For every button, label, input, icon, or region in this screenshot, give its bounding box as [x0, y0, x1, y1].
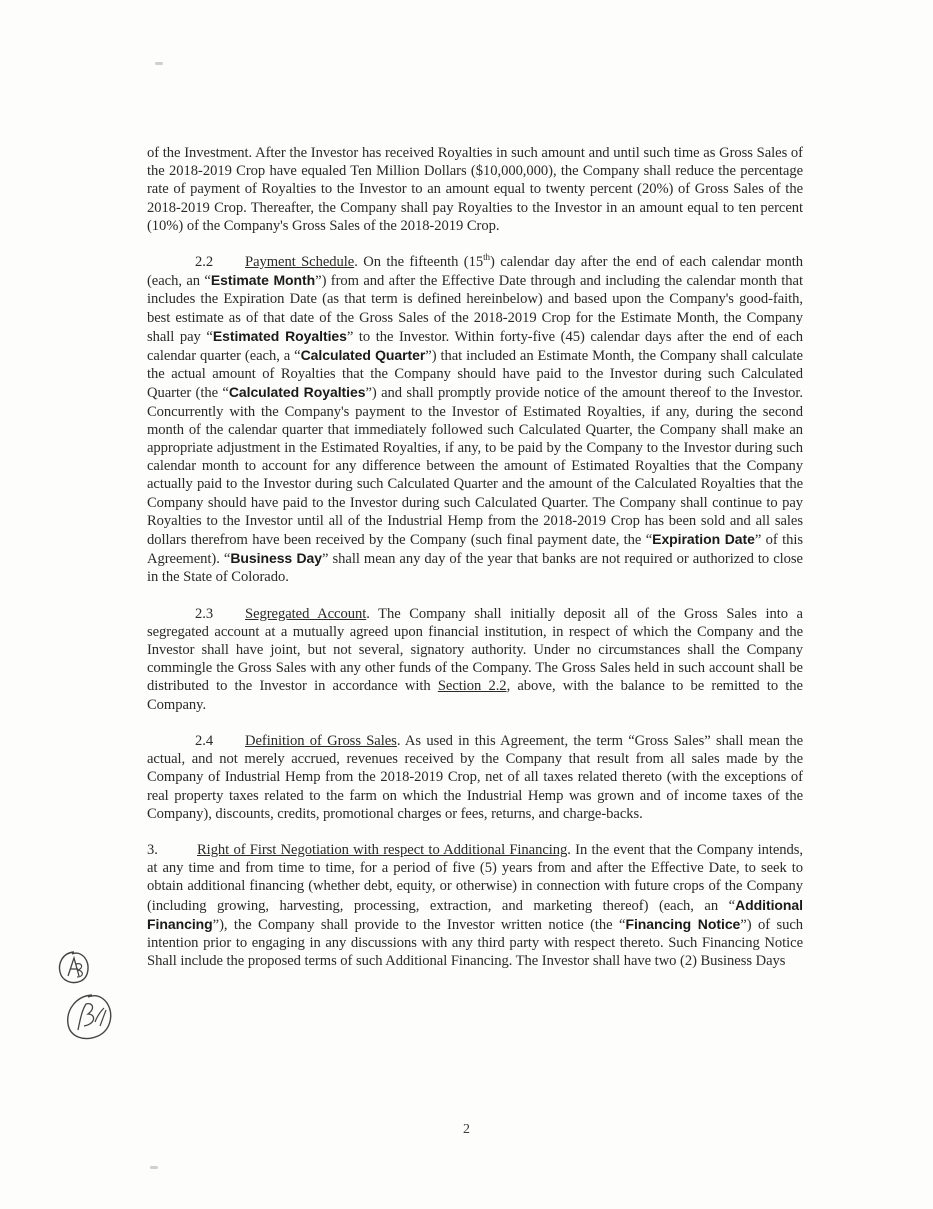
section-2-2-paragraph: 2.2 Payment Schedule. On the fifteenth (15th) calendar day after the end of each calendar month (each, an “Estimate Month”) from and after the Effective Date through and including the calendar month that includes the Expiration Date (as that term is defined hereinbelow) and based upon the Company's good-faith, best estimate as of that date of the Gross Sales of the 2018-2019 Crop for the Estimate Month, the Company shall pay “Estimated Royalties” to the Investor. Within forty-five (45) calendar days after the end of each calendar quarter (each, a “Calculated Quarter”) that included an Estimate Month, the Company shall calculate the actual amount of Royalties that the Company should have paid to the Investor during such Calculated Quarter (the “Calculated Royalties”) and shall promptly provide notice of the amount thereof to the Investor. Concurrently with the Company's payment to the Investor of Estimated Royalties, if any, during the second month of the calendar quarter that immediately followed such Calculated Quarter, the Company shall make an appropriate adjustment in the Estimated Royalties, if any, to be paid by the Company to the Investor during such calendar month to account for any difference between the amount of Estimated Royalties that the Company actually paid to the Investor during such Calculated Quarter and the amount of the Calculated Royalties that the Company should have paid to the Investor during such Calculated Quarter. The Company shall continue to pay Royalties to the Investor until all of the Industrial Hemp from the 2018-2019 Crop has been sold and all sales dollars therefrom have been received by the Company (such final payment date, the “Expiration Date” of this Agreement). “Business Day” shall mean any day of the year that banks are not required or authorized to close in the State of Colorado. — [147, 252, 804, 586]
section-2-3-paragraph: 2.3 Segregated Account. The Company shall initially deposit all of the Gross Sales into a segregated account at a mutually agreed upon financial institution, in respect of which the Company and the Investor shall have joint, but not several, signatory authority. Under no circumstances shall the Company commingle the Gross Sales with any other funds of the Company. The Gross Sales held in such account shall be distributed to the Investor in accordance with Section 2.2, above, with the balance to be remitted to the Company. — [147, 605, 803, 713]
section-heading: Right of First Negotiation with respect to Additional Financing — [197, 841, 568, 858]
defined-term: Estimated Royalties — [212, 327, 347, 344]
section-2-4-paragraph: 2.4 Definition of Gross Sales. As used in this Agreement, the term “Gross Sales” shall mean the actual, and not merely accrued, revenues received by the Company that result from all sales made by the Company of Industrial Hemp from the 2018-2019 Crop, net of all taxes related thereto (with the exceptions of real property taxes related to the farm on which the Industrial Hemp was grown and of income taxes of the Company), discounts, credits, promotional charges or fees, returns, and charge-backs. — [147, 732, 803, 822]
defined-term: Business Day — [230, 550, 323, 567]
section-reference: Section 2.2 — [437, 678, 507, 695]
section-number: 3. — [147, 841, 158, 858]
defined-term: Expiration Date — [652, 531, 755, 548]
page-number: 2 — [463, 1122, 470, 1137]
handwritten-initials-icon — [54, 948, 94, 988]
defined-term: Estimate Month — [210, 272, 316, 289]
section-3-paragraph: 3. Right of First Negotiation with respect to Additional Financing. In the event that the Company intends, at any time and from time to time, for a period of five (5) years from and after the Effective Date, to seek to obtain additional financing (whether debt, equity, or otherwise) in connection with future crops of the Company (including growing, harvesting, processing, extraction, and marketing thereof) (each, an “Additional Financing”), the Company shall provide to the Investor written notice (the “Financing Notice”) of such intention prior to engaging in any discussions with any third party with respect thereto. Such Financing Notice Shall include the proposed terms of such Additional Financing. The Investor shall have two (2) Business Days — [147, 841, 803, 970]
section-heading: Segregated Account — [245, 605, 367, 622]
scan-speck — [150, 1166, 158, 1169]
section-number: 2.3 — [195, 605, 214, 622]
document-body — [147, 144, 803, 988]
intro-paragraph: of the Investment. After the Investor has received Royalties in such amount and until such time as Gross Sales of the 2018-2019 Crop have equaled Ten Million Dollars ($10,000,000), the Company shall reduce the percentage rate of payment of Royalties to the Investor to an amount equal to twenty percent (20%) of Gross Sales of the 2018-2019 Crop. Thereafter, the Company shall pay Royalties to the Investor in an amount equal to ten percent (10%) of the Company's Gross Sales of the 2018-2019 Crop. — [147, 145, 803, 234]
handwritten-initials-icon — [62, 992, 118, 1044]
defined-term: Calculated Royalties — [228, 384, 366, 401]
section-heading: Definition of Gross Sales — [245, 732, 397, 749]
defined-term: Calculated Quarter — [300, 347, 426, 364]
defined-term: Additional Financing — [147, 896, 803, 932]
section-number: 2.4 — [195, 732, 214, 749]
scan-speck — [155, 62, 163, 65]
defined-term: Financing Notice — [625, 915, 741, 932]
section-number: 2.2 — [195, 254, 214, 271]
section-heading: Payment Schedule — [245, 254, 355, 271]
